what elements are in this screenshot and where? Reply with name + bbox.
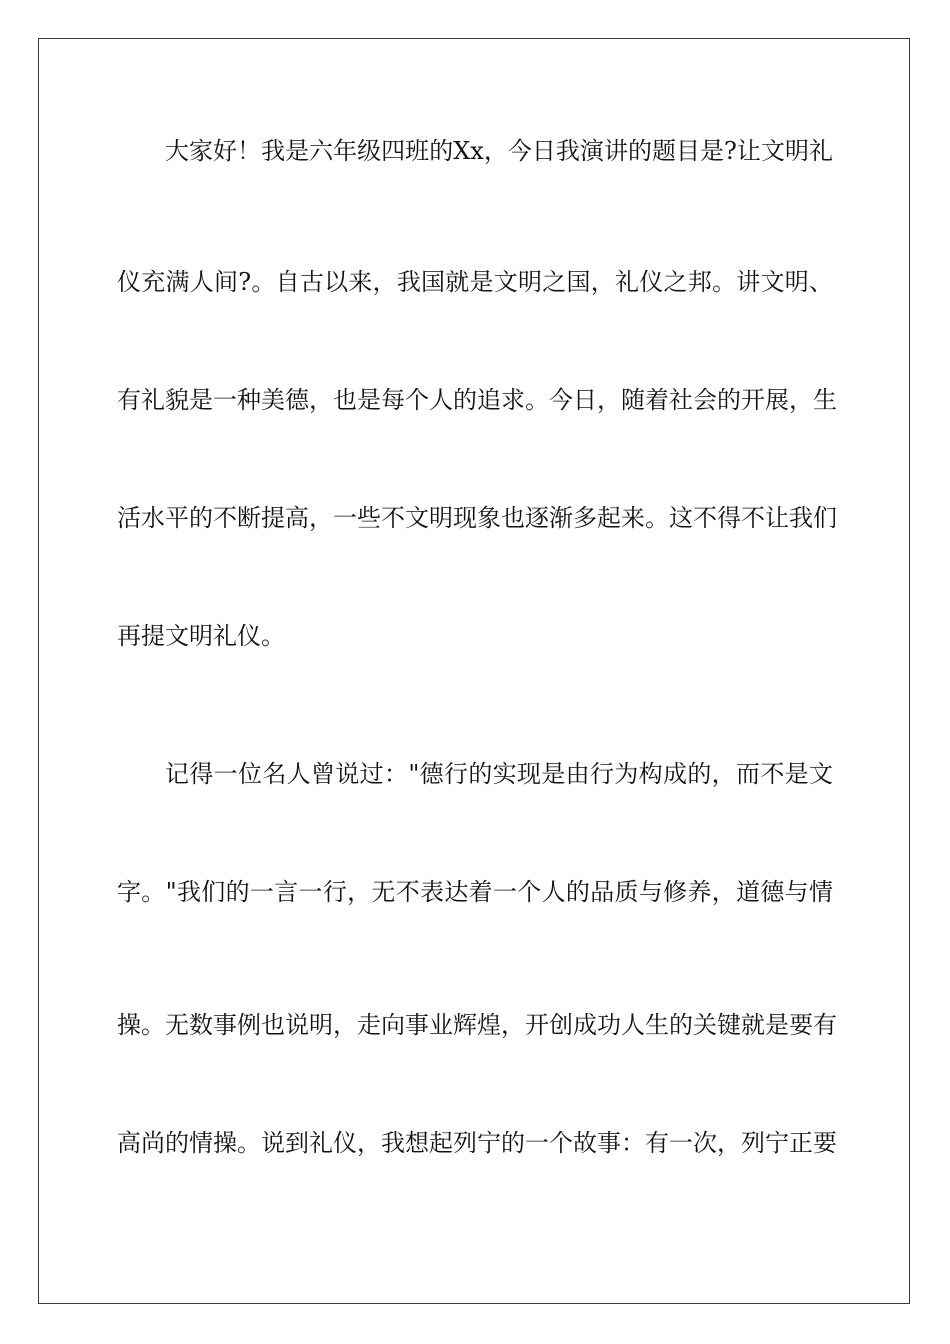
paragraph-2-line-1: 记得一位名人曾说过："德行的实现是由行为构成的，而不是文 bbox=[165, 760, 833, 788]
page-border bbox=[38, 38, 910, 1304]
paragraph-1-line-2: 仪充满人间?。自古以来，我国就是文明之国，礼仪之邦。讲文明、 bbox=[117, 268, 833, 296]
paragraph-2-line-4: 高尚的情操。说到礼仪，我想起列宁的一个故事：有一次，列宁正要 bbox=[117, 1129, 837, 1157]
paragraph-1-line-5: 再提文明礼仪。 bbox=[117, 622, 285, 650]
paragraph-1-line-3: 有礼貌是一种美德，也是每个人的追求。今日，随着社会的开展，生 bbox=[117, 386, 837, 414]
paragraph-1-line-1: 大家好！我是六年级四班的Xx，今日我演讲的题目是?让文明礼 bbox=[165, 137, 833, 165]
paragraph-2-line-2: 字。"我们的一言一行，无不表达着一个人的品质与修养，道德与情 bbox=[117, 878, 833, 906]
paragraph-2-line-3: 操。无数事例也说明，走向事业辉煌，开创成功人生的关键就是要有 bbox=[117, 1011, 837, 1039]
paragraph-1-line-4: 活水平的不断提高，一些不文明现象也逐渐多起来。这不得不让我们 bbox=[117, 504, 837, 532]
